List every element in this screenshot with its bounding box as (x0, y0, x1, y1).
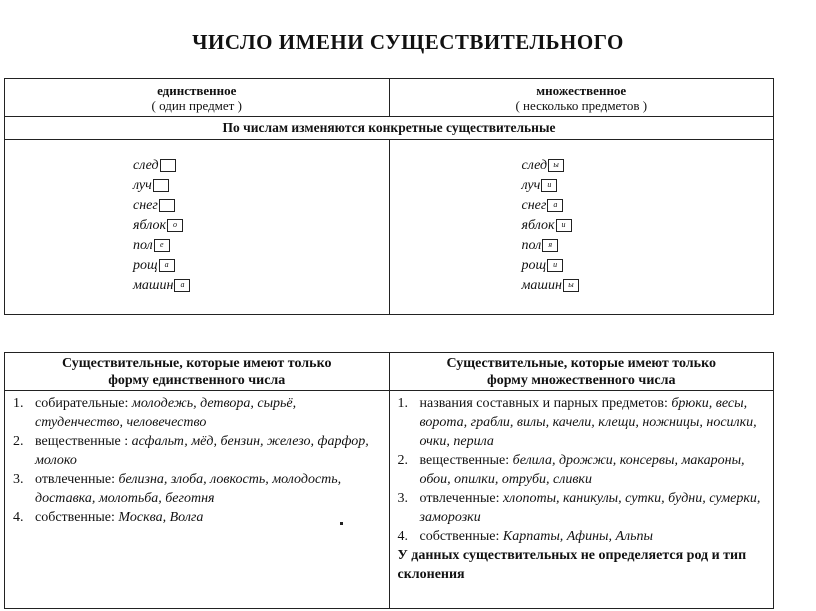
stray-mark (340, 522, 343, 525)
list-number: 4. (13, 510, 24, 525)
list-examples: брюки, весы, ворота, грабли, вилы, качели, клещи, ножницы, носилки, очки, перила (419, 396, 757, 449)
singular-only-header-line-1: Существительные, которые имеют только (62, 356, 332, 371)
word-row (133, 196, 190, 216)
word-stem: луч (133, 178, 152, 193)
list-label: отвлеченные: (35, 472, 119, 487)
word-stem: рощ (521, 258, 547, 273)
list-number: 2. (397, 453, 408, 468)
list-examples: Москва, Волга (118, 510, 204, 525)
ending-box (160, 159, 176, 172)
list-examples: молодежь, детвора, сырьё, студенчество, человечество (35, 396, 297, 430)
list-label: вещественные : (35, 434, 132, 449)
list-examples: белизна, злоба, ловкость, молодость, доставка, молотьба, беготня (35, 472, 342, 506)
list-number: 4. (397, 529, 408, 544)
word-stem: луч (521, 178, 541, 193)
list-label: вещественные: (419, 453, 513, 468)
ending-box: а (547, 199, 563, 212)
singular-heading: единственное (157, 83, 237, 98)
word-row (522, 216, 579, 236)
word-row (522, 276, 579, 296)
word-row (522, 196, 579, 216)
plural-words-cell (389, 140, 774, 315)
plural-only-list (389, 391, 774, 609)
word-stem: пол (133, 238, 153, 253)
list-label: названия составных и парных предметов: (419, 396, 672, 411)
list-examples: асфальт, мёд, бензин, железо, фарфор, молоко (35, 434, 369, 468)
word-stem: след (133, 158, 159, 173)
list-item (13, 470, 383, 508)
list-item (398, 451, 768, 489)
plural-only-header-line-2: форму множественного числа (487, 373, 676, 388)
word-row (133, 176, 190, 196)
list-number: 1. (13, 396, 24, 411)
list-label: собирательные: (35, 396, 132, 411)
list-label: отвлеченные: (419, 491, 503, 506)
list-item (13, 394, 383, 432)
ending-box: е (154, 239, 170, 252)
ending-box: и (556, 219, 572, 232)
ending-box (153, 179, 169, 192)
singular-words-cell (5, 140, 390, 315)
list-label: собственные: (419, 529, 503, 544)
word-stem: снег (133, 198, 158, 213)
list-examples: хлопоты, каникулы, сутки, будни, сумерки, заморозки (419, 491, 761, 525)
word-row (133, 216, 190, 236)
list-examples: белила, дрожжи, консервы, макароны, обои, опилки, отруби, сливки (419, 453, 745, 487)
list-item (398, 527, 768, 546)
ending-box (159, 199, 175, 212)
list-label: собственные: (35, 510, 119, 525)
ending-box: а (174, 279, 190, 292)
only-number-table (4, 352, 774, 609)
band-caption: По числам изменяются конкретные существительные (5, 117, 774, 140)
plural-only-header-line-1: Существительные, которые имеют только (446, 356, 716, 371)
ending-box: о (167, 219, 183, 232)
singular-only-header-line-2: форму единственного числа (108, 373, 286, 388)
singular-only-list (5, 391, 390, 609)
ending-box: и (541, 179, 557, 192)
list-item (13, 432, 383, 470)
word-stem: яблок (133, 218, 167, 233)
word-stem: снег (521, 198, 547, 213)
word-row (133, 256, 190, 276)
list-item (398, 489, 768, 527)
word-stem: машин (133, 278, 174, 293)
ending-box: ы (563, 279, 579, 292)
list-number: 3. (13, 472, 24, 487)
number-table (4, 78, 774, 315)
plural-subheading: ( несколько предметов ) (515, 98, 648, 113)
singular-subheading: ( один предмет ) (151, 98, 242, 113)
list-number: 3. (397, 491, 408, 506)
word-row (133, 276, 190, 296)
word-stem: машин (521, 278, 562, 293)
word-row (522, 236, 579, 256)
list-examples: Карпаты, Афины, Альпы (502, 529, 654, 544)
list-number: 1. (397, 396, 408, 411)
plural-only-note: У данных существительных не определяется род и тип склонения (397, 548, 747, 582)
list-number: 2. (13, 434, 24, 449)
word-stem: яблок (521, 218, 555, 233)
plural-header (389, 79, 774, 117)
plural-heading: множественное (536, 83, 627, 98)
list-item (13, 508, 383, 527)
list-item (398, 394, 768, 451)
page-title: ЧИСЛО ИМЕНИ СУЩЕСТВИТЕЛЬНОГО (192, 30, 624, 54)
ending-box: я (542, 239, 558, 252)
singular-word-list (133, 156, 190, 296)
word-row (522, 176, 579, 196)
word-row (133, 236, 190, 256)
plural-word-list (522, 156, 579, 296)
singular-header (5, 79, 390, 117)
word-stem: пол (521, 238, 542, 253)
word-stem: рощ (133, 258, 158, 273)
word-row (133, 156, 190, 176)
singular-only-header (5, 353, 390, 391)
word-stem: след (521, 158, 548, 173)
plural-only-header (389, 353, 774, 391)
ending-box: и (547, 259, 563, 272)
ending-box: ы (548, 159, 564, 172)
word-row (522, 256, 579, 276)
ending-box: а (159, 259, 175, 272)
word-row (522, 156, 579, 176)
